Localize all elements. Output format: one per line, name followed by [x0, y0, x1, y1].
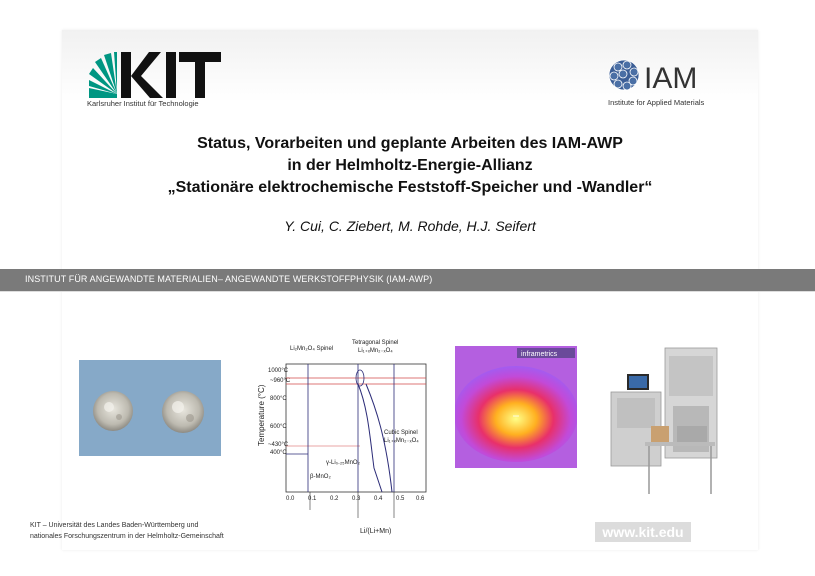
authors: Y. Cui, C. Ziebert, M. Rohde, H.J. Seifert: [284, 218, 536, 234]
band-divider: [0, 291, 815, 292]
xtick-3: 0.3: [352, 496, 361, 502]
xtick-6: 0.6: [416, 496, 425, 502]
temp-430: ~430°C: [268, 442, 289, 448]
iam-word: IAM: [644, 62, 698, 95]
footer-line-2: nationales Forschungszentrum in der Helmholtz-Gemeinschaft: [30, 533, 224, 540]
phase-xlabel: Li/(Li+Mn): [360, 528, 392, 535]
region-gamma: γ-Li₀.₂₅MnO₂: [326, 460, 360, 466]
top-label-1: Li₂Mn₂O₄ Spinel: [290, 346, 334, 352]
thermal-label: inframetrics: [521, 351, 558, 358]
slide: [25, 30, 758, 550]
region-cubic-formula: Li₁₊ₓMn₂₋ₓO₄: [384, 438, 419, 444]
xtick-5: 0.5: [396, 496, 405, 502]
iam-subtitle: Institute for Applied Materials: [608, 98, 705, 107]
institute-band: [0, 269, 815, 291]
kit-url-link[interactable]: www.kit.edu: [595, 522, 691, 542]
institute-band-text: INSTITUT FÜR ANGEWANDTE MATERIALIEN– ANGEWANDTE WERKSTOFFPHYSIK (IAM-AWP): [25, 274, 433, 284]
phase-ylabel: Temperature (°C): [257, 384, 266, 446]
kit-subtitle: Karlsruher Institut für Technologie: [87, 99, 199, 108]
xtick-4: 0.4: [374, 496, 383, 502]
footer-institution: [30, 520, 224, 542]
title-line-1: Status, Vorarbeiten und geplante Arbeiten des IAM-AWP: [197, 135, 623, 152]
temp-600: 600°C: [270, 424, 287, 430]
title-line-3: „Stationäre elektrochemische Feststoff-Speicher und -Wandler“: [167, 179, 653, 196]
region-cubic: Cubic Spinel: [384, 430, 418, 436]
top-label-3: Li₁₊ₓMn₂₋ₓO₄: [358, 348, 393, 354]
phase-diagram: [250, 328, 440, 538]
temp-400: 400°C: [270, 450, 287, 456]
xtick-2: 0.2: [330, 496, 339, 502]
temp-800: 800°C: [270, 396, 287, 402]
pellet-photo: [79, 360, 221, 456]
thermal-image: [455, 346, 577, 468]
xtick-0: 0.0: [286, 496, 295, 502]
temp-960: ~960°C: [270, 378, 291, 384]
temp-1000: 1000°C: [268, 368, 289, 374]
top-label-2: Tetragonal Spinel: [352, 340, 399, 346]
slide-title: [62, 133, 758, 199]
equipment-photo: [607, 346, 727, 498]
region-beta: β-MnO₂: [310, 474, 331, 480]
title-line-2: in der Helmholtz-Energie-Allianz: [287, 157, 533, 174]
footer: [0, 520, 753, 576]
xtick-1: 0.1: [308, 496, 317, 502]
footer-line-1: KIT – Universität des Landes Baden-Württemberg und: [30, 522, 199, 529]
